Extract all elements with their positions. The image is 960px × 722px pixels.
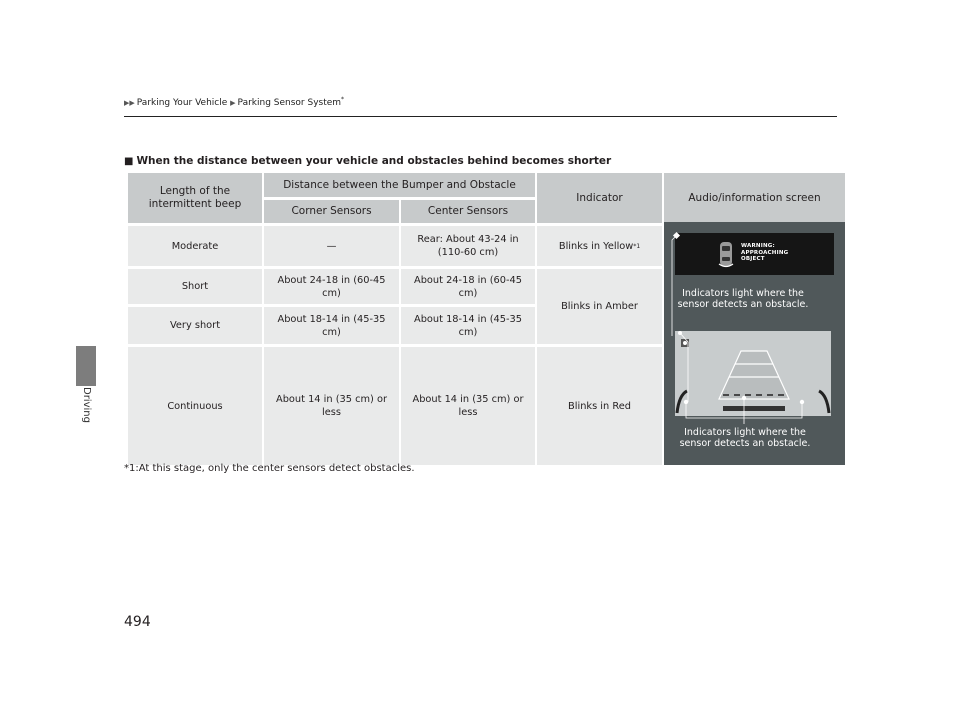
section-title-text: When the distance between your vehicle and obstacles behind becomes shorter: [136, 155, 612, 167]
breadcrumb-arrow-icon: ▶: [230, 99, 236, 107]
row-indicator: Blinks in Red: [537, 347, 662, 465]
header-indicator: Indicator: [537, 173, 662, 223]
section-bullet-icon: ■: [124, 156, 134, 167]
warning-line: APPROACHING: [741, 249, 789, 256]
section-title: [124, 155, 611, 167]
row-indicator-text: Blinks in Yellow: [558, 240, 634, 252]
footnote-ref: *1: [633, 242, 641, 250]
row-indicator: [537, 226, 662, 266]
row-beep: Short: [128, 269, 262, 304]
header-screen: Audio/information screen: [664, 173, 845, 223]
header-rule: [124, 116, 837, 117]
warning-line: OBJECT: [741, 256, 765, 262]
row-corner: —: [264, 226, 399, 266]
row-beep: Moderate: [128, 226, 262, 266]
row-center: Rear: About 43-24 in (110-60 cm): [401, 226, 535, 266]
header-corner: Corner Sensors: [264, 200, 399, 223]
page-number: 494: [124, 614, 151, 630]
row-center: About 14 in (35 cm) or less: [401, 347, 535, 465]
header-center: Center Sensors: [401, 200, 535, 223]
breadcrumb-current: Parking Sensor System: [237, 98, 342, 108]
row-beep: Continuous: [128, 347, 262, 465]
side-tab: [76, 346, 96, 386]
caption-top: Indicators light where the sensor detects an obstacle.: [677, 288, 809, 310]
row-corner: About 14 in (35 cm) or less: [264, 347, 399, 465]
screen-illustration: [664, 222, 845, 465]
breadcrumb: [124, 96, 344, 108]
footnote: *1:At this stage, only the center sensors detect obstacles.: [124, 463, 415, 474]
warning-line: WARNING:: [741, 243, 775, 249]
breadcrumb-arrow-icon: ▶▶: [124, 99, 135, 107]
row-center: About 24-18 in (60-45 cm): [401, 269, 535, 304]
breadcrumb-parent[interactable]: Parking Your Vehicle: [136, 98, 228, 108]
sensor-table: [128, 173, 837, 459]
row-center: About 18-14 in (45-35 cm): [401, 307, 535, 344]
row-beep: Very short: [128, 307, 262, 344]
side-tab-label: Driving: [81, 387, 92, 423]
header-beep: Length of the intermittent beep: [128, 173, 262, 223]
breadcrumb-mark: *: [341, 96, 345, 103]
row-indicator: Blinks in Amber: [537, 269, 662, 344]
row-corner: About 18-14 in (45-35 cm): [264, 307, 399, 344]
row-corner: About 24-18 in (60-45 cm): [264, 269, 399, 304]
callout-lines-bottom: [664, 222, 845, 508]
header-distance: Distance between the Bumper and Obstacle: [264, 173, 535, 197]
caption-bottom: Indicators light where the sensor detects an obstacle.: [679, 427, 811, 449]
